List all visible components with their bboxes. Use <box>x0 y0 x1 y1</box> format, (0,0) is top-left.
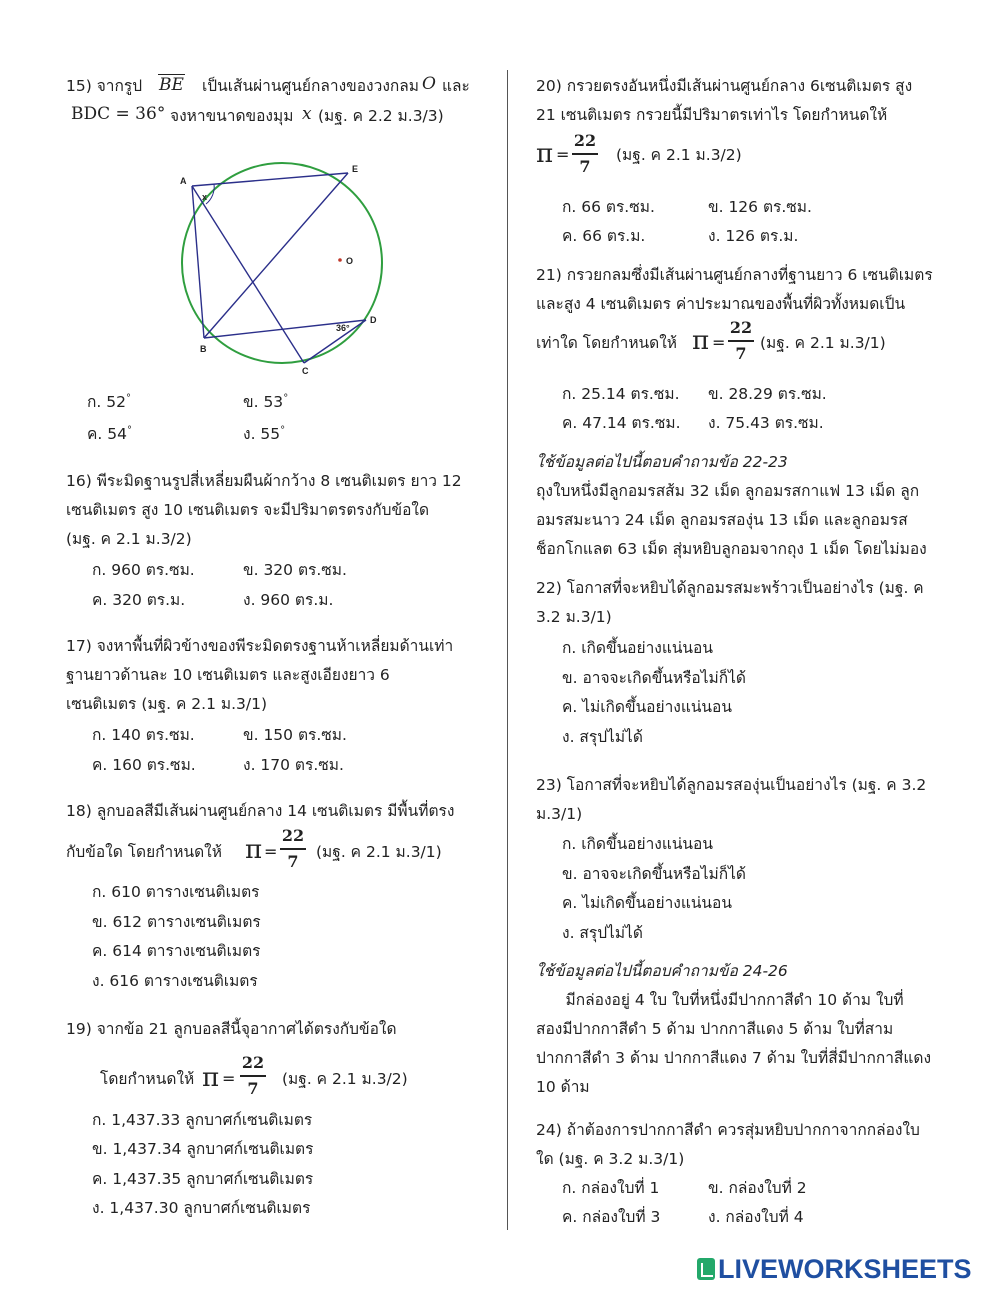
q18-fraction <box>280 826 306 872</box>
info-22-23-line2: อมรสมะนาว 24 เม็ด ลูกอมรสองุ่น 13 เม็ด และลูกอมรส <box>536 511 908 529</box>
q22-choice-b[interactable]: ข. อาจจะเกิดขึ้นหรือไม่ก็ได้ <box>562 669 747 687</box>
q18-line1: 18) ลูกบอลสีมีเส้นผ่านศูนย์กลาง 14 เซนติเมตร มีพื้นที่ตรง <box>66 802 455 820</box>
q15-choice-b[interactable]: ข. 53° <box>243 393 289 412</box>
q18-frac-bar <box>280 848 306 850</box>
q18-line2: กับข้อใด โดยกำหนดให้ <box>66 843 222 861</box>
q22-choice-c[interactable]: ค. ไม่เกิดขึ้นอย่างแน่นอน <box>562 698 732 716</box>
q21-line1: 21) กรวยกลมซึ่งมีเส้นผ่านศูนย์กลางที่ฐานยาว 6 เซนติเมตร <box>536 266 933 284</box>
q15-line1: 15) จากรูป <box>66 77 143 95</box>
label-b: B <box>200 344 207 354</box>
info-24-26-heading: ใช้ข้อมูลต่อไปนี้ตอบคำถามข้อ 24-26 <box>536 962 788 980</box>
q21-choice-b[interactable]: ข. 28.29 ตร.ซม. <box>708 385 827 403</box>
q19-standard: (มฐ. ค 2.1 ม.3/2) <box>282 1070 408 1088</box>
q17-choice-c[interactable]: ค. 160 ตร.ซม. <box>92 756 196 774</box>
q18-choice-c[interactable]: ค. 614 ตารางเซนติเมตร <box>92 942 261 960</box>
q19-pi-symbol: π <box>202 1063 220 1093</box>
q21-equals: = <box>712 333 726 352</box>
q15-line1b: เป็นเส้นผ่านศูนย์กลางของวงกลม <box>202 77 419 95</box>
q21-pi-symbol: π <box>692 326 710 356</box>
q18-frac-num: 22 <box>281 826 305 845</box>
q20-line2: 21 เซนติเมตร กรวยนี้มีปริมาตรเท่าไร โดยกำหนดให้ <box>536 106 888 124</box>
center-point <box>338 258 342 262</box>
q19-frac-num: 22 <box>241 1053 265 1072</box>
q18-choice-a[interactable]: ก. 610 ตารางเซนติเมตร <box>92 883 260 901</box>
q16-choice-d[interactable]: ง. 960 ตร.ม. <box>243 591 334 609</box>
q19-equals: = <box>222 1069 236 1088</box>
circle-diagram <box>170 158 410 378</box>
q20-frac-den: 7 <box>579 157 591 176</box>
q21-frac-bar <box>728 340 754 342</box>
q18-standard: (มฐ. ค 2.1 ม.3/1) <box>316 843 442 861</box>
q15-standard: (มฐ. ค 2.2 ม.3/3) <box>318 107 444 125</box>
q15-choice-c[interactable]: ค. 54° <box>87 425 132 444</box>
q21-standard: (มฐ. ค 2.1 ม.3/1) <box>760 334 886 352</box>
q21-line2: และสูง 4 เซนติเมตร ค่าประมาณของพื้นที่ผิวทั้งหมดเป็น <box>536 295 906 313</box>
q17-line3: เซนติเมตร (มฐ. ค 2.1 ม.3/1) <box>66 695 267 713</box>
q20-standard: (มฐ. ค 2.1 ม.3/2) <box>616 146 742 164</box>
label-d: D <box>370 315 377 325</box>
q16-choice-a[interactable]: ก. 960 ตร.ซม. <box>92 561 195 579</box>
q24-choice-a[interactable]: ก. กล่องใบที่ 1 <box>562 1179 660 1197</box>
q17-line1: 17) จงหาพื้นที่ผิวข้างของพีระมิดตรงฐานห้าเหลี่ยมด้านเท่า <box>66 637 454 655</box>
q19-frac-den: 7 <box>247 1079 259 1098</box>
q23-line2: ม.3/1) <box>536 805 583 823</box>
q24-line2: ใด (มฐ. ค 3.2 ม.3/1) <box>536 1150 685 1168</box>
q21-choice-c[interactable]: ค. 47.14 ตร.ซม. <box>562 414 681 432</box>
q15-line2: จงหาขนาดของมุม <box>170 107 294 125</box>
q19-line1: 19) จากข้อ 21 ลูกบอลสีนี้จุอากาศได้ตรงกับข้อใด <box>66 1020 397 1038</box>
q16-line1: 16) พีระมิดฐานรูปสี่เหลี่ยมผืนผ้ากว้าง 8 เซนติเมตร ยาว 12 <box>66 472 462 490</box>
label-c: C <box>302 366 309 376</box>
info-24-26-line4: 10 ด้าม <box>536 1078 590 1096</box>
q16-line3: (มฐ. ค 2.1 ม.3/2) <box>66 530 192 548</box>
liveworksheets-logo[interactable] <box>697 1254 972 1284</box>
q17-choice-d[interactable]: ง. 170 ตร.ซม. <box>243 756 344 774</box>
q24-choice-b[interactable]: ข. กล่องใบที่ 2 <box>708 1179 807 1197</box>
info-22-23-line3: ช็อกโกแลต 63 เม็ด สุ่มหยิบลูกอมจากถุง 1 เม็ด โดยไม่มอง <box>536 540 927 558</box>
chord-ae <box>192 173 348 186</box>
q23-choice-b[interactable]: ข. อาจจะเกิดขึ้นหรือไม่ก็ได้ <box>562 865 747 883</box>
label-x: x <box>202 192 208 202</box>
q24-line1: 24) ถ้าต้องการปากกาสีดำ ควรสุ่มหยิบปากกาจากกล่องใบ <box>536 1121 920 1139</box>
q17-choice-a[interactable]: ก. 140 ตร.ซม. <box>92 726 195 744</box>
q20-line1: 20) กรวยตรงอันหนึ่งมีเส้นผ่านศูนย์กลาง 6เซนติเมตร สูง <box>536 77 913 95</box>
info-24-26-line2: สองมีปากกาสีดำ 5 ด้าม ปากกาสีแดง 5 ด้าม ใบที่สาม <box>536 1020 894 1038</box>
chord-ac <box>192 186 304 363</box>
q22-line1: 22) โอกาสที่จะหยิบได้ลูกอมรสมะพร้าวเป็นอย่างไร (มฐ. ค <box>536 579 924 597</box>
q15-and: และ <box>442 77 470 95</box>
q20-choice-d[interactable]: ง. 126 ตร.ม. <box>708 227 799 245</box>
q20-fraction <box>572 131 598 177</box>
info-22-23-heading: ใช้ข้อมูลต่อไปนี้ตอบคำถามข้อ 22-23 <box>536 453 788 471</box>
liveworksheets-logo-icon <box>697 1258 715 1280</box>
q15-choice-d[interactable]: ง. 55° <box>243 425 286 444</box>
q18-equals: = <box>264 842 278 861</box>
info-24-26-line1: มีกล่องอยู่ 4 ใบ ใบที่หนึ่งมีปากกาสีดำ 10 ด้าม ใบที่ <box>536 991 904 1009</box>
q19-choice-b[interactable]: ข. 1,437.34 ลูกบาศก์เซนติเมตร <box>92 1140 314 1158</box>
q20-pi-symbol: π <box>536 139 554 169</box>
q19-frac-bar <box>240 1075 266 1077</box>
q22-line2: 3.2 ม.3/1) <box>536 608 612 626</box>
q19-choice-c[interactable]: ค. 1,437.35 ลูกบาศก์เซนติเมตร <box>92 1170 314 1188</box>
diameter-be <box>204 173 348 338</box>
q20-choice-c[interactable]: ค. 66 ตร.ม. <box>562 227 646 245</box>
liveworksheets-logo-text: LIVEWORKSHEETS <box>718 1253 972 1284</box>
q19-choice-a[interactable]: ก. 1,437.33 ลูกบาศก์เซนติเมตร <box>92 1111 313 1129</box>
label-e: E <box>352 164 359 174</box>
column-divider <box>507 70 508 1230</box>
q22-choice-a[interactable]: ก. เกิดขึ้นอย่างแน่นอน <box>562 639 713 657</box>
q18-choice-d[interactable]: ง. 616 ตารางเซนติเมตร <box>92 972 258 990</box>
q17-line2: ฐานยาวด้านละ 10 เซนติเมตร และสูงเอียงยาว 6 <box>66 666 390 684</box>
q19-fraction <box>240 1053 266 1099</box>
q21-frac-den: 7 <box>735 344 747 363</box>
q15-choice-a[interactable]: ก. 52° <box>87 393 131 412</box>
label-36: 36° <box>336 323 350 333</box>
q15-var-x: x <box>302 104 312 124</box>
q18-frac-den: 7 <box>287 852 299 871</box>
q19-line2: โดยกำหนดให้ <box>100 1070 195 1088</box>
info-22-23-line1: ถุงใบหนึ่งมีลูกอมรสส้ม 32 เม็ด ลูกอมรสกาแฟ 13 เม็ด ลูก <box>536 482 920 500</box>
q22-choice-d[interactable]: ง. สรุปไม่ได้ <box>562 728 643 746</box>
q16-line2: เซนติเมตร สูง 10 เซนติเมตร จะมีปริมาตรตรงกับข้อใด <box>66 501 430 519</box>
q15-center: O <box>422 74 436 94</box>
q23-line1: 23) โอกาสที่จะหยิบได้ลูกอมรสองุ่นเป็นอย่างไร (มฐ. ค 3.2 <box>536 776 927 794</box>
q15-segment-be: BE <box>159 75 184 95</box>
q23-choice-d[interactable]: ง. สรุปไม่ได้ <box>562 924 643 942</box>
q21-choice-d[interactable]: ง. 75.43 ตร.ซม. <box>708 414 824 432</box>
q18-choice-b[interactable]: ข. 612 ตารางเซนติเมตร <box>92 913 261 931</box>
q24-choice-d[interactable]: ง. กล่องใบที่ 4 <box>708 1208 804 1226</box>
q20-choice-b[interactable]: ข. 126 ตร.ซม. <box>708 198 812 216</box>
label-a: A <box>180 176 187 186</box>
q20-frac-num: 22 <box>573 131 597 150</box>
info-24-26-line3: ปากกาสีดำ 3 ด้าม ปากกาสีแดง 7 ด้าม ใบที่สี่มีปากกาสีแดง <box>536 1049 932 1067</box>
q23-choice-c[interactable]: ค. ไม่เกิดขึ้นอย่างแน่นอน <box>562 894 732 912</box>
q21-line3: เท่าใด โดยกำหนดให้ <box>536 334 678 352</box>
q21-fraction <box>728 318 754 364</box>
q15-angle: BDC = 36° <box>71 104 166 124</box>
q21-choice-a[interactable]: ก. 25.14 ตร.ซม. <box>562 385 680 403</box>
q16-choice-b[interactable]: ข. 320 ตร.ซม. <box>243 561 347 579</box>
q20-equals: = <box>556 145 570 164</box>
q21-frac-num: 22 <box>729 318 753 337</box>
q16-choice-c[interactable]: ค. 320 ตร.ม. <box>92 591 186 609</box>
q17-choice-b[interactable]: ข. 150 ตร.ซม. <box>243 726 347 744</box>
q18-pi-symbol: π <box>245 835 263 865</box>
q20-choice-a[interactable]: ก. 66 ตร.ซม. <box>562 198 655 216</box>
label-o: O <box>346 256 354 266</box>
q19-choice-d[interactable]: ง. 1,437.30 ลูกบาศก์เซนติเมตร <box>92 1199 311 1217</box>
q24-choice-c[interactable]: ค. กล่องใบที่ 3 <box>562 1208 661 1226</box>
q20-frac-bar <box>572 153 598 155</box>
q23-choice-a[interactable]: ก. เกิดขึ้นอย่างแน่นอน <box>562 835 713 853</box>
